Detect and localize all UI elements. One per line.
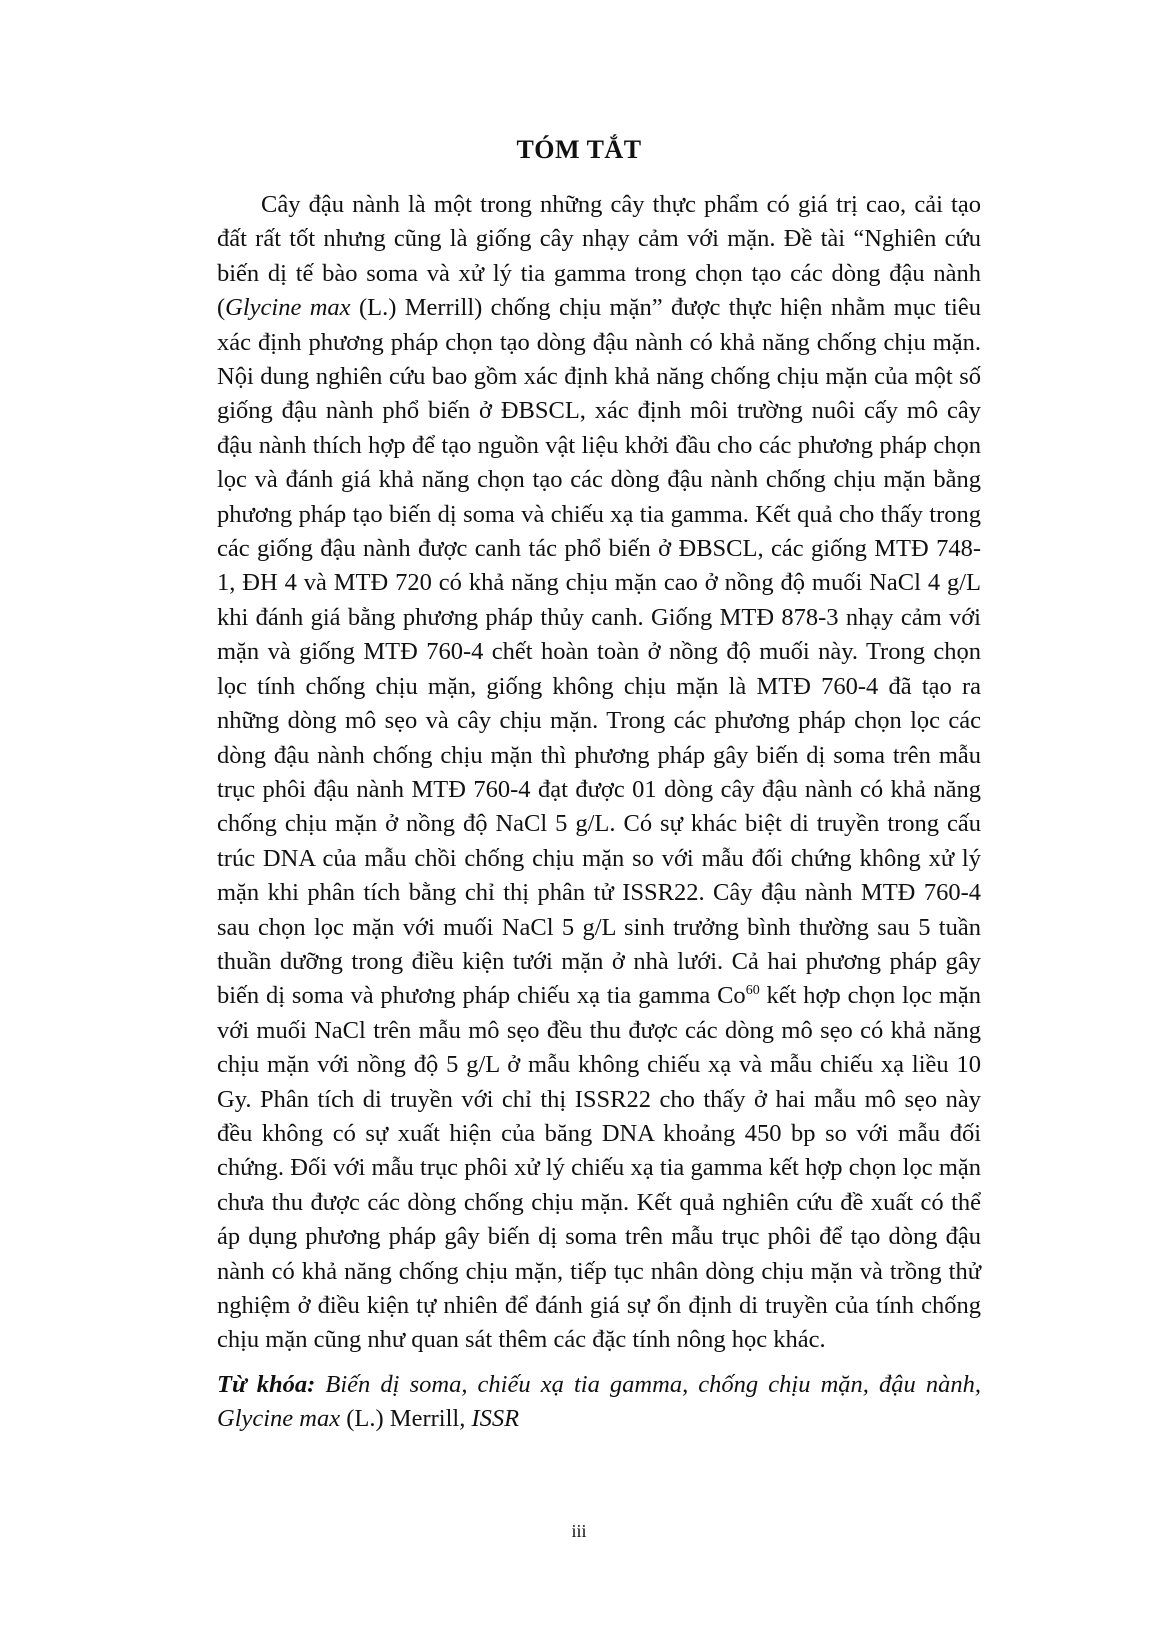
abstract-species-name: Glycine max	[225, 294, 351, 322]
abstract-text-part-3: kết hợp chọn lọc mặn với muối NaCl trên mẫu mô sẹo đều thu được các dòng mô sẹo có khả năng chịu mặn với nồng độ 5 g/L ở mẫu không chiếu xạ và mẫu chiếu xạ liều 10 Gy. Phân tích di truyền với chỉ thị ISSR22 cho thấy ở hai mẫu mô sẹo này đều không có sự xuất hiện của băng DNA khoảng 450 bp so với mẫu đối chứng. Đối với mẫu trục phôi xử lý chiếu xạ tia gamma kết hợp chọn lọc mặn chưa thu được các dòng chống chịu mặn. Kết quả nghiên cứu đề xuất có thể áp dụng phương pháp gây biến dị soma trên mẫu trục phôi để tạo dòng đậu nành có khả năng chống chịu mặn, tiếp tục nhân dòng chịu mặn và trồng thử nghiệm ở điều kiện tự nhiên để đánh giá sự ổn định di truyền của tính chống chịu mặn cũng như quan sát thêm các đặc tính nông học khác.	[217, 982, 981, 1354]
abstract-text-part-2: (L.) Merrill) chống chịu mặn” được thực hiện nhằm mục tiêu xác định phương pháp chọn tạo dòng đậu nành có khả năng chống chịu mặn. Nội dung nghiên cứu bao gồm xác định khả năng chống chịu mặn của một số giống đậu nành phổ biến ở ĐBSCL, xác định môi trường nuôi cấy mô cây đậu nành thích hợp để tạo nguồn vật liệu khởi đầu cho các phương pháp chọn lọc và đánh giá khả năng chọn tạo các dòng đậu nành chống chịu mặn bằng phương pháp tạo biến dị soma và chiếu xạ tia gamma. Kết quả cho thấy trong các giống đậu nành được canh tác phổ biến ở ĐBSCL, các giống MTĐ 748-1, ĐH 4 và MTĐ 720 có khả năng chịu mặn cao ở nồng độ muối NaCl 4 g/L khi đánh giá bằng phương pháp thủy canh. Giống MTĐ 878-3 nhạy cảm với mặn và giống MTĐ 760-4 chết hoàn toàn ở nồng độ muối này. Trong chọn lọc tính chống chịu mặn, giống không chịu mặn là MTĐ 760-4 đã tạo ra những dòng mô sẹo và cây chịu mặn. Trong các phương pháp chọn lọc các dòng đậu nành chống chịu mặn thì phương pháp gây biến dị soma trên mẫu trục phôi đậu nành MTĐ 760-4 đạt được 01 dòng cây đậu nành có khả năng chống chịu mặn ở nồng độ NaCl 5 g/L. Có sự khác biệt di truyền trong cấu trúc DNA của mẫu chồi chống chịu mặn so với mẫu đối chứng không xử lý mặn khi phân tích bằng chỉ thị phân tử ISSR22. Cây đậu nành MTĐ 760-4 sau chọn lọc mặn với muối NaCl 5 g/L sinh trưởng bình thường sau 5 tuần thuần dưỡng trong điều kiện tưới mặn ở nhà lưới. Cả hai phương pháp gây biến dị soma và phương pháp chiếu xạ tia gamma Co	[217, 294, 981, 1010]
page-title: TÓM TẮT	[516, 135, 642, 164]
keywords-terms: Biến dị soma, chiếu xạ tia gamma, chống chịu mặn, đậu nành,	[315, 1371, 981, 1398]
keywords-tail: , ISSR	[459, 1405, 520, 1433]
keywords-paragraph	[217, 1368, 981, 1437]
abstract-text-part-1: Cây đậu nành là một trong những cây thực phẩm có giá trị cao, cải tạo đất rất tốt nhưng cũng là giống cây nhạy cảm với mặn. Đề tài “Nghiên cứu biến dị tế bào soma và xử lý tia gamma trong chọn tạo các dòng đậu nành (	[217, 191, 981, 322]
page-number: iii	[571, 1521, 587, 1541]
keywords-label: Từ khóa:	[217, 1371, 316, 1398]
keywords-species: Glycine max	[217, 1405, 341, 1433]
isotope-superscript: 60	[745, 983, 760, 999]
keywords-authority: (L.) Merrill	[340, 1405, 460, 1433]
abstract-paragraph	[217, 188, 981, 1358]
